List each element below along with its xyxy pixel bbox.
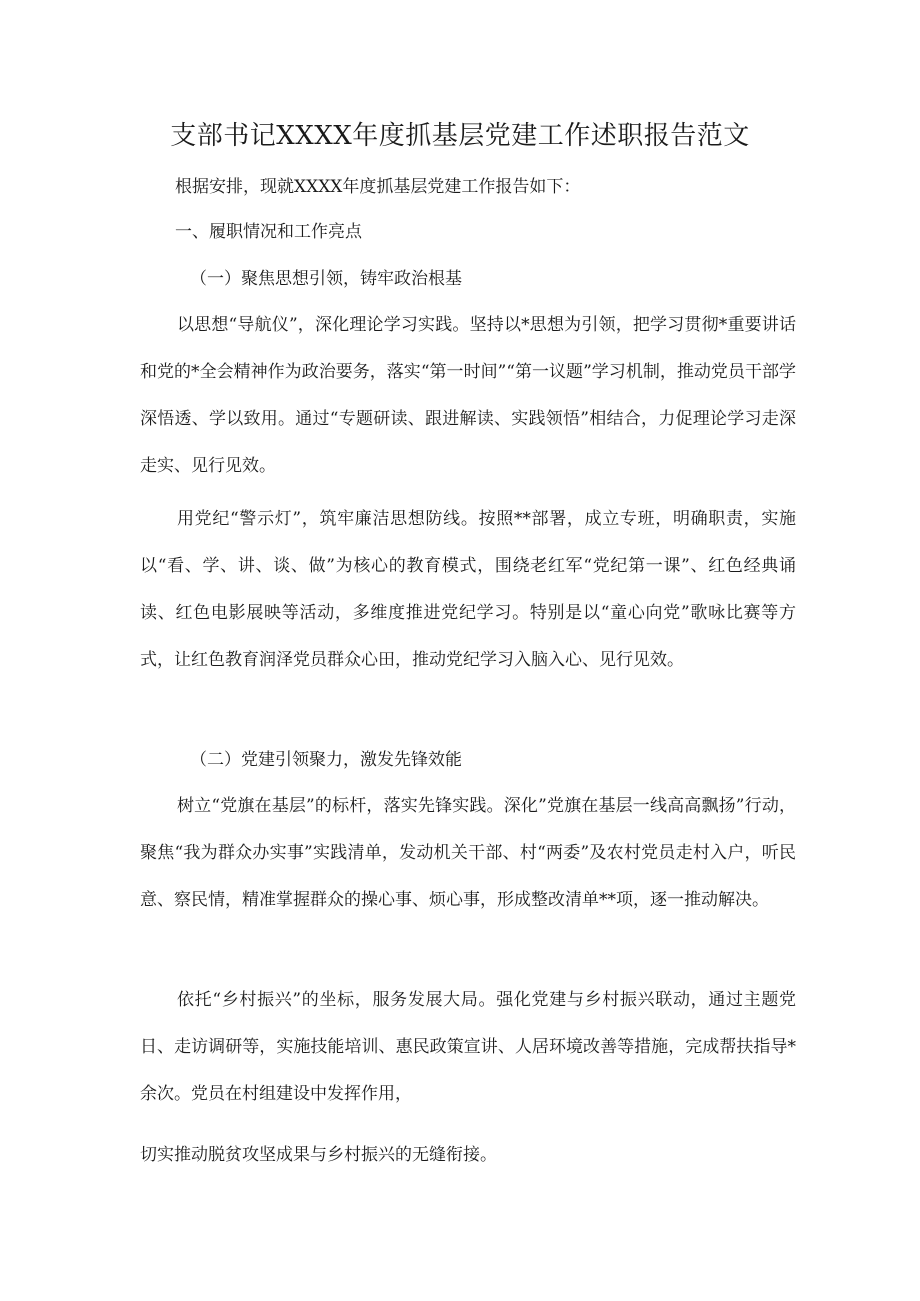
subsection-1-heading: （一）聚焦思想引领，铸牢政治根基 <box>190 269 462 289</box>
subsection-2-heading: （二）党建引领聚力，激发先锋效能 <box>190 750 462 770</box>
paragraph-rural-revitalization: 依托“乡村振兴”的坐标，服务发展大局。强化党建与乡村振兴联动，通过主题党日、走访调研等，实施技能培训、惠民政策宣讲、人居环境改善等措施，完成帮扶指导*余次。党员在村组建设中发挥作用， <box>140 990 796 1104</box>
paragraph-theory-study: 以思想“导航仪”，深化理论学习实践。坚持以*思想为引领，把学习贯彻*重要讲话和党的*全会精神作为政治要务，落实“第一时间”“第一议题”学习机制，推动党员干部学深悟透、学以致用。通过“专题研读、跟进解读、实践领悟”相结合，力促理论学习走深走实、见行见效。 <box>140 315 796 476</box>
paragraph-party-flag: 树立“党旗在基层”的标杆，落实先锋实践。深化”党旗在基层一线高高飘扬”行动，聚焦“我为群众办实事”实践清单，发动机关干部、村“两委”及农村党员走村入户，听民意、察民情，精准掌握群众的操心事、烦心事，形成整改清单**项，逐一推动解决。 <box>140 796 796 910</box>
document-title: 支部书记XXXX年度抓基层党建工作述职报告范文 <box>170 121 750 151</box>
paragraph-party-discipline: 用党纪“警示灯”，筑牢廉洁思想防线。按照**部署，成立专班，明确职责，实施以“看、学、讲、谈、做”为核心的教育模式，围绕老红军“党纪第一课”、红色经典诵读、红色电影展映等活动，多维度推进党纪学习。特别是以“童心向党”歌咏比赛等方式，让红色教育润泽党员群众心田，推动党纪学习入脑入心、见行见效。 <box>140 509 796 670</box>
section-1-heading: 一、履职情况和工作亮点 <box>175 222 362 242</box>
closing-line: 切实推动脱贫攻坚成果与乡村振兴的无缝衔接。 <box>140 1145 497 1165</box>
intro-line: 根据安排，现就XXXX年度抓基层党建工作报告如下： <box>175 177 581 197</box>
